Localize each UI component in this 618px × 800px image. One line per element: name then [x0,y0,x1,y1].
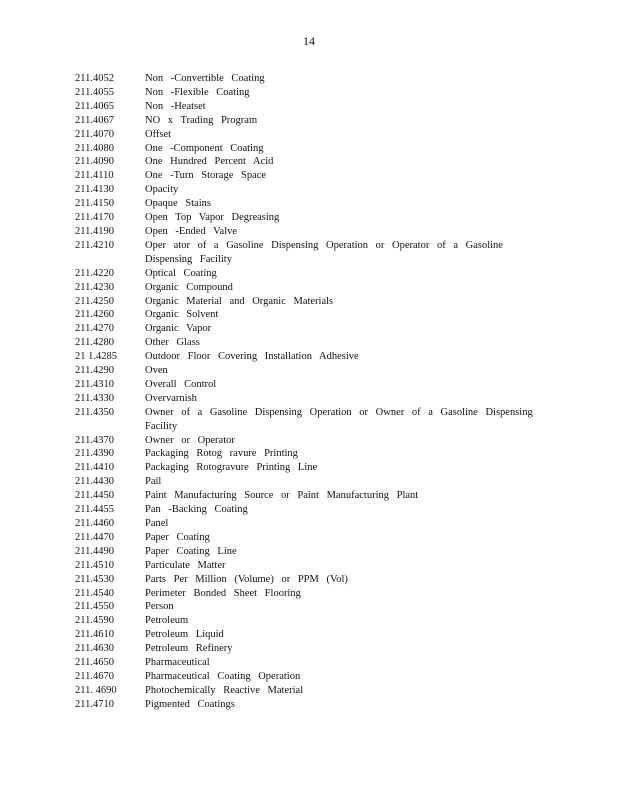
list-item [75,628,545,642]
section-number: 211.4630 [75,643,114,655]
section-number: 211.4190 [75,225,114,237]
list-item [75,169,545,183]
section-number: 211.4065 [75,100,114,112]
defined-term: Open Top Vapor Degreasing [145,212,280,224]
defined-term: Petroleum Refinery [145,643,233,655]
section-number: 211. 4690 [75,684,117,696]
defined-term: One -Turn Storage Space [145,170,267,182]
list-item [75,72,545,86]
section-number: 211.4055 [75,86,114,98]
list-item [75,378,545,392]
list-item [75,531,545,545]
section-number: 211.4450 [75,490,114,502]
defined-term: Owner or Operator [145,434,235,446]
section-number: 211.4070 [75,128,114,140]
section-number: 211.4250 [75,295,114,307]
list-item [75,392,545,406]
list-item [75,698,545,712]
section-number: 211.4270 [75,323,114,335]
defined-term: Other Glass [145,337,200,349]
section-number: 211.4210 [75,239,114,251]
defined-term: Organic Solvent [145,309,219,321]
defined-term: Pigmented Coatings [145,698,235,710]
section-number: 211.4052 [75,73,114,84]
defined-term: Overall Control [145,378,217,390]
list-item [75,267,545,281]
defined-term: Paper Coating [145,531,210,543]
defined-term: Oper ator of a Gasoline Dispensing Operation or Operator of a Gasoline Dispensing Facility [145,239,503,265]
section-number: 211.4150 [75,198,114,210]
list-item [75,573,545,587]
defined-term: Non -Heatset [145,100,206,112]
defined-term: Opaque Stains [145,198,211,210]
list-item [75,461,545,475]
defined-term: Non -Flexible Coating [145,86,250,98]
section-number: 211.4260 [75,309,114,321]
section-number: 211.4390 [75,448,114,460]
list-item [75,364,545,378]
defined-term: Overvarnish [145,392,197,404]
list-item [75,642,545,656]
list-item [75,489,545,503]
list-item [75,684,545,698]
section-number: 211.4170 [75,212,114,224]
defined-term: Pan -Backing Coating [145,504,248,516]
section-number: 211.4510 [75,559,114,571]
list-item [75,197,545,211]
section-number: 211.4220 [75,267,114,279]
defined-term: Packaging Rotog ravure Printing [145,448,298,460]
defined-term: Organic Vapor [145,323,212,335]
section-number: 211.4290 [75,365,114,377]
section-number: 211.4540 [75,587,114,599]
defined-term: Outdoor Floor Covering Installation Adhesive [145,351,359,363]
list-item [75,545,545,559]
defined-term: Pharmaceutical [145,657,210,669]
section-number: 211.4067 [75,114,114,126]
section-number: 211.4110 [75,170,114,182]
list-item [75,308,545,322]
defined-term: Non -Convertible Coating [145,73,265,84]
section-number: 211.4230 [75,281,114,293]
section-number: 211.4460 [75,518,114,529]
defined-term: NO x Trading Program [145,114,258,126]
defined-term: Pail [145,476,162,488]
defined-term: Opacity [145,184,179,196]
defined-term: Particulate Matter [145,559,226,571]
defined-term: Organic Compound [145,281,233,293]
list-item [75,225,545,239]
list-item [75,239,545,267]
section-number: 211.4650 [75,657,114,669]
list-item [75,281,545,295]
list-item [75,587,545,601]
section-number: 211.4530 [75,573,114,585]
list-item [75,142,545,156]
list-item [75,128,545,142]
list-item [75,670,545,684]
defined-term: One -Component Coating [145,142,264,154]
list-item [75,183,545,197]
list-item [75,656,545,670]
section-number: 211.4550 [75,601,114,613]
defined-term: Pharmaceutical Coating Operation [145,670,301,682]
defined-term: Paint Manufacturing Source or Paint Manufacturing Plant [145,490,419,502]
section-number: 211.4280 [75,337,114,349]
defined-term: Open -Ended Valve [145,225,238,237]
defined-term: Oven [145,365,168,377]
list-item [75,114,545,128]
section-number: 211.4610 [75,629,114,641]
list-item [75,155,545,169]
defined-term: Petroleum [145,615,189,627]
defined-term: Person [145,601,174,613]
list-item [75,434,545,448]
list-item [75,517,545,531]
list-item [75,322,545,336]
section-number: 211.4130 [75,184,114,196]
section-number: 211.4090 [75,156,114,168]
list-item [75,475,545,489]
list-item [75,614,545,628]
defined-term: Optical Coating [145,267,217,279]
definitions-index-list [75,72,545,712]
list-item [75,600,545,614]
section-number: 211.4370 [75,434,114,446]
section-number: 211.4710 [75,698,114,710]
list-item [75,350,545,364]
defined-term: One Hundred Percent Acid [145,156,274,168]
section-number: 211.4455 [75,504,114,516]
section-number: 211.4410 [75,462,114,474]
section-number: 211.4330 [75,392,114,404]
list-item [75,295,545,309]
defined-term: Organic Material and Organic Materials [145,295,334,307]
list-item [75,559,545,573]
section-number: 211.4080 [75,142,114,154]
section-number: 211.4490 [75,545,114,557]
section-number: 21 1.4285 [75,351,117,363]
defined-term: Perimeter Bonded Sheet Flooring [145,587,301,599]
list-item [75,336,545,350]
defined-term: Parts Per Million (Volume) or PPM (Vol) [145,573,348,585]
section-number: 211.4670 [75,670,114,682]
defined-term: Petroleum Liquid [145,629,224,641]
section-number: 211.4350 [75,406,114,418]
list-item [75,406,545,434]
defined-term: Owner of a Gasoline Dispensing Operation or Owner of a Gasoline Dispensing Facility [145,406,533,432]
defined-term: Panel [145,518,169,529]
page-number: 14 [303,34,315,48]
section-number: 211.4470 [75,531,114,543]
section-number: 211.4590 [75,615,114,627]
list-item [75,100,545,114]
list-item [75,211,545,225]
defined-term: Photochemically Reactive Material [145,684,304,696]
section-number: 211.4430 [75,476,114,488]
list-item [75,86,545,100]
defined-term: Packaging Rotogravure Printing Line [145,462,318,474]
section-number: 211.4310 [75,378,114,390]
defined-term: Offset [145,128,172,140]
list-item [75,447,545,461]
list-item [75,503,545,517]
defined-term: Paper Coating Line [145,545,237,557]
